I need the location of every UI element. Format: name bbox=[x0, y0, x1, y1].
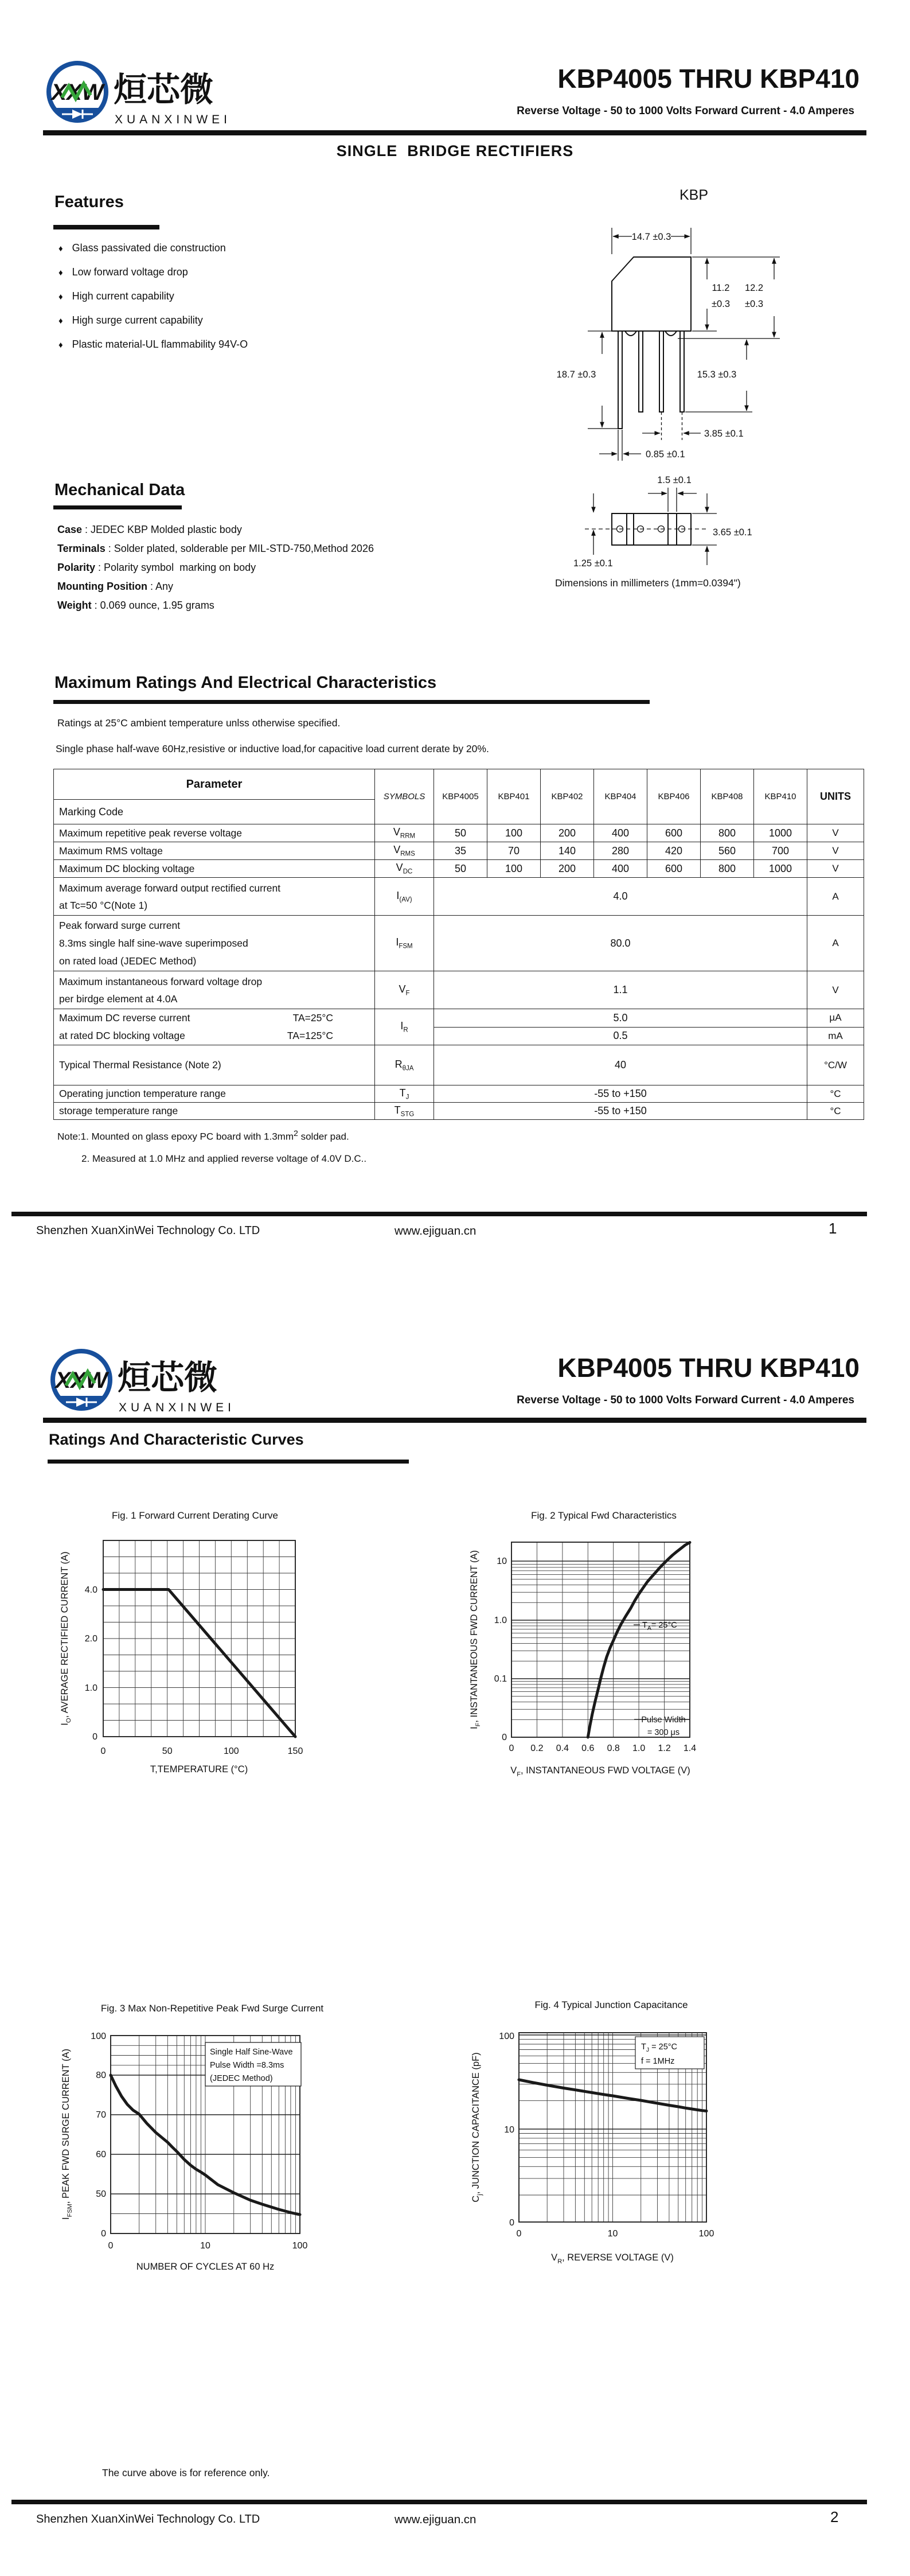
company-logo bbox=[49, 1345, 244, 1420]
svg-text:70: 70 bbox=[96, 2110, 106, 2120]
mech-row: Weight : 0.069 ounce, 1.95 grams bbox=[57, 600, 214, 611]
table-row: storage temperature range $T_{STG}$ -55 to +150 °C bbox=[54, 1103, 864, 1120]
table-row: Maximum instantaneous forward voltage drop per birdge element at 4.0A $V_F$ 1.1 V bbox=[54, 971, 864, 1009]
package-outline-drawing bbox=[545, 204, 900, 611]
package-lead bbox=[659, 331, 663, 412]
svg-text:0: 0 bbox=[502, 1733, 507, 1742]
fig3-title: Fig. 3 Max Non-Repetitive Peak Fwd Surge Current bbox=[100, 2003, 324, 2014]
svg-text:0: 0 bbox=[108, 2241, 114, 2251]
diamond-bullet-icon: ♦ bbox=[58, 316, 63, 326]
mechanical-list bbox=[57, 520, 550, 615]
dim-total-height: 12.2 bbox=[744, 283, 764, 293]
col-header-model: KBP410 bbox=[754, 769, 807, 824]
package-lead bbox=[639, 331, 643, 412]
svg-text:0: 0 bbox=[92, 1732, 97, 1742]
col-header-units: UNITS bbox=[807, 769, 864, 824]
svg-text:80: 80 bbox=[96, 2071, 106, 2080]
table-row: Operating junction temperature range $T_J$ -55 to +150 °C bbox=[54, 1085, 864, 1103]
svg-text:1.2: 1.2 bbox=[658, 1744, 671, 1753]
features-heading: Features bbox=[54, 193, 124, 211]
col-header-model: KBP402 bbox=[541, 769, 594, 824]
fig3-ylabel: $I_{FSM}$, PEAK FWD SURGE CURRENT (A) bbox=[61, 2049, 73, 2220]
svg-text:0.1: 0.1 bbox=[494, 1674, 507, 1684]
col-header-model: KBP401 bbox=[487, 769, 541, 824]
col-header-symbols: SYMBOLS bbox=[375, 769, 434, 824]
footer-website: www.ejiguan.cn bbox=[395, 2513, 477, 2526]
svg-text:0: 0 bbox=[516, 2229, 522, 2239]
ratings-condition-1: Ratings at 25°C ambient temperature unlss otherwise specified. bbox=[57, 717, 341, 729]
diamond-bullet-icon: ♦ bbox=[58, 268, 63, 278]
svg-text:0: 0 bbox=[100, 1746, 106, 1756]
mech-row: Terminals : Solder plated, solderable per MIL-STD-750,Method 2026 bbox=[57, 543, 374, 554]
svg-text:= 300 μs: = 300 μs bbox=[647, 1728, 680, 1737]
fig2-xlabel: $V_F$, INSTANTANEOUS FWD VOLTAGE (V) bbox=[510, 1765, 690, 1778]
diamond-bullet-icon: ♦ bbox=[58, 292, 63, 302]
fig3-surge-current-chart bbox=[52, 1991, 373, 2295]
table-row: Maximum DC blocking voltage $V_{DC}$ 50 100 200 400 600 800 1000 V bbox=[54, 860, 864, 878]
fig1-ylabel: $I_O$, AVERAGE RECTIFIED CURRENT (A) bbox=[60, 1551, 72, 1726]
svg-text:0.4: 0.4 bbox=[556, 1744, 569, 1753]
col-header-parameter: Parameter bbox=[54, 769, 375, 800]
svg-text:1.0: 1.0 bbox=[632, 1744, 646, 1753]
fig2-annotation-pw: Pulse Width bbox=[641, 1715, 686, 1725]
table-row: Maximum DC reverse current TA=25°C at rated DC blocking voltage TA=125°C $I_R$ 5.0 µA bbox=[54, 1009, 864, 1028]
col-header-model: KBP404 bbox=[594, 769, 647, 824]
mechanical-underline bbox=[53, 505, 182, 509]
package-bottom-view bbox=[612, 513, 691, 545]
table-row: Maximum repetitive peak reverse voltage $V_{RRM}$ 50 100 200 400 600 800 1000 V bbox=[54, 824, 864, 842]
dim-lead-width: 0.85 ±0.1 bbox=[646, 449, 685, 460]
svg-text:0: 0 bbox=[509, 2218, 514, 2228]
footer-company: Shenzhen XuanXinWei Technology Co. LTD bbox=[36, 2513, 260, 2526]
page-title: KBP4005 THRU KBP410 bbox=[557, 1353, 860, 1383]
mechanical-heading: Mechanical Data bbox=[54, 481, 185, 499]
fig4-xlabel: $V_R$, REVERSE VOLTAGE (V) bbox=[551, 2252, 674, 2265]
fig4-title: Fig. 4 Typical Junction Capacitance bbox=[534, 1999, 688, 2010]
svg-text:1.0: 1.0 bbox=[84, 1683, 97, 1693]
fig2-fwd-characteristics-chart bbox=[464, 1500, 786, 1799]
mech-row: Polarity : Polarity symbol marking on body bbox=[57, 562, 256, 573]
svg-text:10: 10 bbox=[497, 1557, 507, 1566]
section-title: SINGLE BRIDGE RECTIFIERS bbox=[336, 142, 574, 159]
feature-item: ♦ Low forward voltage drop bbox=[58, 266, 188, 278]
header-divider bbox=[43, 130, 866, 135]
diamond-bullet-icon: ♦ bbox=[58, 340, 63, 350]
table-row: 0.5 mA bbox=[54, 1027, 864, 1045]
svg-text:0.6: 0.6 bbox=[581, 1744, 595, 1753]
page-title: KBP4005 THRU KBP410 bbox=[557, 64, 860, 94]
dim-lead-pitch: 3.85 ±0.1 bbox=[704, 429, 744, 439]
feature-item: ♦ High surge current capability bbox=[58, 314, 203, 326]
svg-text:10: 10 bbox=[607, 2229, 618, 2239]
curves-heading: Ratings And Characteristic Curves bbox=[49, 1431, 304, 1448]
svg-text:Pulse Width =8.3ms: Pulse Width =8.3ms bbox=[210, 2061, 284, 2070]
fig4-annotation-f: f = 1MHz bbox=[641, 2057, 675, 2066]
page-number: 2 bbox=[830, 2508, 839, 2526]
table-row: Maximum RMS voltage $V_{RMS}$ 35 70 140 280 420 560 700 V bbox=[54, 842, 864, 860]
footer-divider bbox=[11, 2500, 867, 2504]
fig2-ylabel: $I_F$, INSTANTANEOUS FWD CURRENT (A) bbox=[469, 1550, 482, 1729]
svg-text:50: 50 bbox=[96, 2189, 106, 2199]
logo-monogram: XXW bbox=[51, 80, 104, 105]
reference-note: The curve above is for reference only. bbox=[102, 2467, 270, 2478]
svg-text:(JEDEC Method): (JEDEC Method) bbox=[210, 2074, 273, 2083]
footer-website: www.ejiguan.cn bbox=[395, 1224, 477, 1238]
svg-text:100: 100 bbox=[91, 2032, 106, 2041]
brand-cn: 烜芯微 bbox=[114, 71, 214, 108]
fig3-xlabel: NUMBER OF CYCLES AT 60 Hz bbox=[136, 2262, 275, 2272]
svg-text:0.2: 0.2 bbox=[530, 1744, 544, 1753]
dim-width: 14.7 ±0.3 bbox=[631, 232, 671, 242]
fig3-legend: Single Half Sine-Wave bbox=[210, 2048, 293, 2057]
fig1-title: Fig. 1 Forward Current Derating Curve bbox=[111, 1510, 279, 1521]
svg-text:4.0: 4.0 bbox=[84, 1585, 97, 1595]
package-name: KBP bbox=[679, 187, 709, 203]
dim-thickness: 3.65 ±0.1 bbox=[713, 527, 752, 538]
dim-tab: 1.5 ±0.1 bbox=[657, 475, 692, 485]
table-row: Peak forward surge current 8.3ms single half sine-wave superimposed on rated load (JEDEC Method) $I_{FSM}$ 80.0 A bbox=[54, 916, 864, 971]
page-number: 1 bbox=[829, 1220, 837, 1237]
package-lead bbox=[618, 331, 622, 429]
feature-item: ♦ High current capability bbox=[58, 290, 174, 302]
table-row: Maximum average forward output rectified current at Tc=50 °C(Note 1) $I_{(AV)}$ 4.0 A bbox=[54, 878, 864, 916]
brand-cn: 烜芯微 bbox=[118, 1359, 218, 1396]
svg-text:±0.3: ±0.3 bbox=[712, 299, 730, 309]
package-lead bbox=[680, 331, 684, 412]
feature-item: ♦ Glass passivated die construction bbox=[58, 242, 226, 254]
footer-divider bbox=[11, 1212, 867, 1216]
svg-text:100: 100 bbox=[292, 2241, 308, 2251]
company-logo bbox=[45, 57, 240, 132]
mech-row: Case : JEDEC KBP Molded plastic body bbox=[57, 524, 242, 535]
fig2-title: Fig. 2 Typical Fwd Characteristics bbox=[531, 1510, 677, 1521]
svg-text:0: 0 bbox=[101, 2229, 106, 2239]
footer-company: Shenzhen XuanXinWei Technology Co. LTD bbox=[36, 1224, 260, 1237]
svg-text:0.8: 0.8 bbox=[607, 1744, 620, 1753]
table-note-2: 2. Measured at 1.0 MHz and applied reverse voltage of 4.0V D.C.. bbox=[81, 1153, 367, 1164]
logo-monogram: XXW bbox=[55, 1368, 108, 1393]
svg-text:150: 150 bbox=[287, 1746, 303, 1756]
dimensions-note: Dimensions in millimeters (1mm=0.0394") bbox=[555, 577, 741, 589]
svg-text:100: 100 bbox=[499, 2032, 514, 2041]
curves-underline bbox=[48, 1460, 409, 1464]
svg-text:10: 10 bbox=[200, 2241, 210, 2251]
ratings-condition-2: Single phase half-wave 60Hz,resistive or inductive load,for capacitive load current derate by 20%. bbox=[56, 743, 489, 754]
feature-item: ♦ Plastic material-UL flammability 94V-O bbox=[58, 338, 248, 350]
col-header-model: KBP406 bbox=[647, 769, 701, 824]
ratings-heading: Maximum Ratings And Electrical Characteristics bbox=[54, 674, 437, 692]
dim-lead-right: 15.3 ±0.3 bbox=[697, 369, 737, 380]
col-header-model: KBP4005 bbox=[434, 769, 487, 824]
dim-lead-left: 18.7 ±0.3 bbox=[556, 369, 596, 380]
diamond-bullet-icon: ♦ bbox=[58, 244, 63, 254]
svg-text:10: 10 bbox=[504, 2125, 514, 2135]
fig4-ylabel: $C_j$, JUNCTION CAPACITANCE (pF) bbox=[471, 2052, 483, 2203]
svg-text:±0.3: ±0.3 bbox=[745, 299, 763, 309]
fig1-xlabel: T,TEMPERATURE (°C) bbox=[150, 1764, 248, 1775]
fig1-derating-curve-chart bbox=[52, 1500, 373, 1799]
dim-offset: 1.25 ±0.1 bbox=[573, 558, 613, 569]
ratings-underline bbox=[53, 700, 650, 704]
svg-text:50: 50 bbox=[162, 1746, 173, 1756]
brand-en: XUANXINWEI bbox=[119, 1401, 236, 1414]
dim-body-height: 11.2 bbox=[712, 283, 730, 293]
package-body bbox=[612, 257, 691, 331]
header-divider bbox=[43, 1418, 866, 1423]
page-subtitle: Reverse Voltage - 50 to 1000 Volts Forward Current - 4.0 Amperes bbox=[517, 1394, 854, 1406]
page-subtitle: Reverse Voltage - 50 to 1000 Volts Forward Current - 4.0 Amperes bbox=[517, 105, 854, 117]
fig2-annotation-ta: $T_A= 25^\circ C$ bbox=[642, 1621, 677, 1632]
fig4-annotation-tj: $T_J = 25^\circ C$ bbox=[641, 2042, 678, 2053]
ratings-table bbox=[53, 769, 864, 1120]
brand-en: XUANXINWEI bbox=[115, 113, 232, 126]
mech-row: Mounting Position : Any bbox=[57, 581, 173, 592]
fig4-junction-capacitance-chart bbox=[464, 1991, 786, 2295]
svg-text:0: 0 bbox=[509, 1744, 514, 1753]
col-header-model: KBP408 bbox=[701, 769, 754, 824]
svg-text:100: 100 bbox=[698, 2229, 714, 2239]
table-row: Typical Thermal Resistance (Note 2) $R_{\theta JA}$ 40 °C/W bbox=[54, 1045, 864, 1085]
svg-text:1.4: 1.4 bbox=[683, 1744, 697, 1753]
svg-text:1.0: 1.0 bbox=[494, 1616, 507, 1625]
svg-text:2.0: 2.0 bbox=[84, 1634, 97, 1644]
svg-text:60: 60 bbox=[96, 2150, 106, 2159]
svg-text:100: 100 bbox=[223, 1746, 239, 1756]
features-list bbox=[58, 236, 248, 357]
table-note-1: Note:1. Mounted on glass epoxy PC board with $1.3mm^2$ solder pad. bbox=[57, 1129, 349, 1142]
marking-code-row: Marking Code bbox=[54, 800, 375, 824]
features-underline bbox=[53, 225, 159, 229]
